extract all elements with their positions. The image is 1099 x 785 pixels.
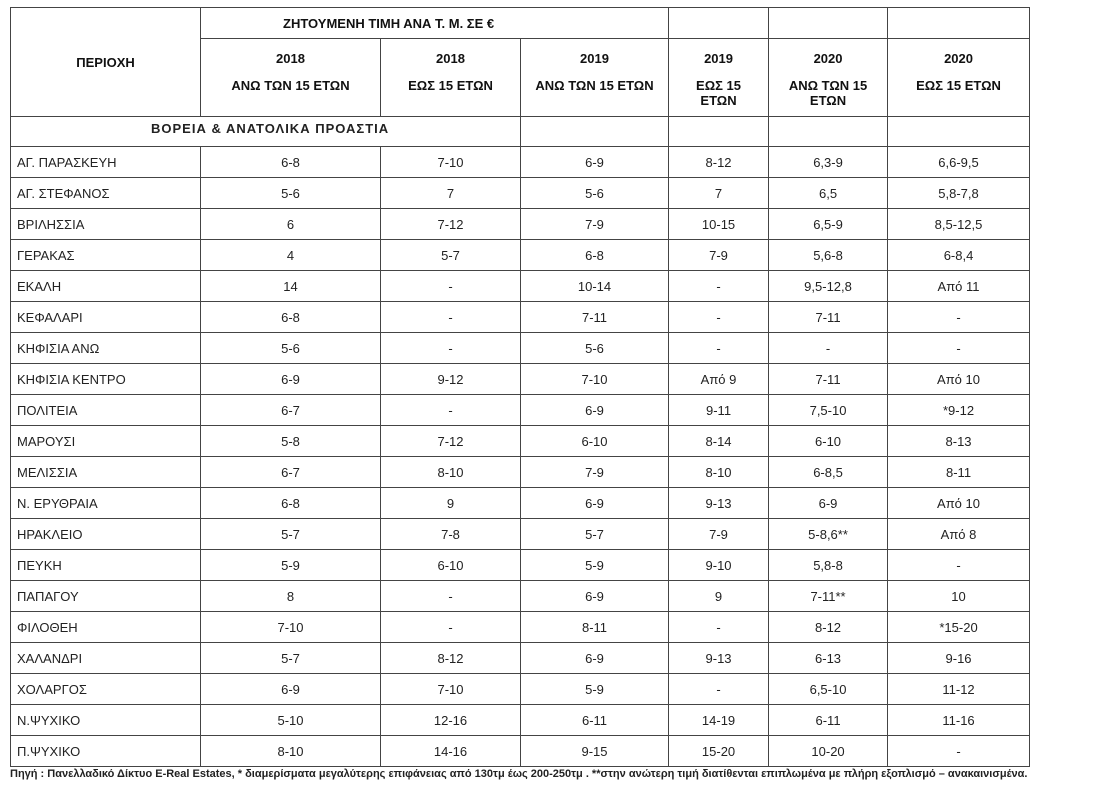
- price-cell: 5-7: [201, 643, 381, 674]
- region-name: ΑΓ. ΣΤΕΦΑΝΟΣ: [11, 178, 201, 209]
- price-cell: 8-13: [888, 426, 1030, 457]
- price-cell: 7-9: [521, 457, 669, 488]
- section-spacer-cell: [669, 117, 769, 147]
- table-row: [11, 240, 1030, 271]
- table-row: [11, 612, 1030, 643]
- price-cell: 6-13: [769, 643, 888, 674]
- table-row: [11, 550, 1030, 581]
- price-cell: *15-20: [888, 612, 1030, 643]
- price-cell: 8-12: [669, 147, 769, 178]
- column-header-2: [381, 39, 521, 117]
- price-cell: -: [888, 333, 1030, 364]
- price-cell: *9-12: [888, 395, 1030, 426]
- price-cell: -: [381, 612, 521, 643]
- price-cell: 9-16: [888, 643, 1030, 674]
- price-cell: 7-9: [669, 240, 769, 271]
- title-spacer-cell: [769, 8, 888, 39]
- region-name: ΓΕΡΑΚΑΣ: [11, 240, 201, 271]
- price-cell: 6,5: [769, 178, 888, 209]
- price-cell: 8-10: [201, 736, 381, 767]
- price-cell: 7-9: [669, 519, 769, 550]
- price-cell: 7-10: [381, 147, 521, 178]
- table-row: [11, 395, 1030, 426]
- price-cell: 10: [888, 581, 1030, 612]
- table-row: [11, 643, 1030, 674]
- price-cell: 10-14: [521, 271, 669, 302]
- price-cell: 7-11: [769, 302, 888, 333]
- region-header: ΠΕΡΙΟΧΗ: [11, 8, 201, 117]
- price-cell: -: [669, 302, 769, 333]
- price-cell: Από 10: [888, 488, 1030, 519]
- price-cell: 9: [381, 488, 521, 519]
- price-cell: 6-9: [521, 581, 669, 612]
- region-name: Ν. ΕΡΥΘΡΑΙΑ: [11, 488, 201, 519]
- section-spacer-cell: [521, 117, 669, 147]
- region-name: ΦΙΛΟΘΕΗ: [11, 612, 201, 643]
- region-name: Π.ΨΥΧΙΚΟ: [11, 736, 201, 767]
- price-cell: 6-9: [521, 488, 669, 519]
- price-cell: 14-16: [381, 736, 521, 767]
- price-cell: 7-11: [521, 302, 669, 333]
- price-cell: 5-9: [521, 550, 669, 581]
- price-cell: 6,5-9: [769, 209, 888, 240]
- price-cell: 5-7: [201, 519, 381, 550]
- table-row: [11, 426, 1030, 457]
- price-cell: 8: [201, 581, 381, 612]
- region-name: ΑΓ. ΠΑΡΑΣΚΕΥΗ: [11, 147, 201, 178]
- table-row: [11, 736, 1030, 767]
- price-cell: 6,5-10: [769, 674, 888, 705]
- price-cell: -: [769, 333, 888, 364]
- column-year: 2019: [580, 51, 609, 66]
- column-year: 2019: [704, 51, 733, 66]
- region-name: ΚΗΦΙΣΙΑ ΑΝΩ: [11, 333, 201, 364]
- table-row: [11, 519, 1030, 550]
- price-cell: 5-9: [521, 674, 669, 705]
- price-cell: -: [381, 333, 521, 364]
- price-table: [10, 7, 1030, 767]
- price-cell: 9-11: [669, 395, 769, 426]
- table-row: [11, 209, 1030, 240]
- price-cell: 7,5-10: [769, 395, 888, 426]
- region-name: ΧΟΛΑΡΓΟΣ: [11, 674, 201, 705]
- price-cell: 5-6: [201, 333, 381, 364]
- price-cell: -: [669, 271, 769, 302]
- section-spacer-cell: [769, 117, 888, 147]
- price-cell: 8-14: [669, 426, 769, 457]
- price-cell: 6-8: [201, 147, 381, 178]
- price-cell: 7-11**: [769, 581, 888, 612]
- region-name: ΠΕΥΚΗ: [11, 550, 201, 581]
- price-cell: 6-11: [521, 705, 669, 736]
- price-cell: -: [669, 612, 769, 643]
- column-year: 2020: [813, 51, 843, 66]
- price-cell: 7: [669, 178, 769, 209]
- column-label-line2: ΕΤΩΝ: [700, 93, 737, 108]
- price-cell: -: [381, 395, 521, 426]
- price-cell: 5,8-7,8: [888, 178, 1030, 209]
- price-cell: 9-10: [669, 550, 769, 581]
- price-cell: 5,6-8: [769, 240, 888, 271]
- price-cell: 10-15: [669, 209, 769, 240]
- price-cell: -: [888, 302, 1030, 333]
- region-name: ΠΟΛΙΤΕΙΑ: [11, 395, 201, 426]
- price-cell: 5-6: [521, 333, 669, 364]
- price-cell: 7-10: [521, 364, 669, 395]
- price-cell: 6-7: [201, 457, 381, 488]
- price-cell: 6-9: [769, 488, 888, 519]
- price-cell: 6-8: [521, 240, 669, 271]
- region-name: ΚΗΦΙΣΙΑ ΚΕΝΤΡΟ: [11, 364, 201, 395]
- price-cell: 6,3-9: [769, 147, 888, 178]
- price-cell: 6,6-9,5: [888, 147, 1030, 178]
- price-cell: 14-19: [669, 705, 769, 736]
- price-cell: Από 9: [669, 364, 769, 395]
- title-spacer-cell: [888, 8, 1030, 39]
- price-cell: -: [669, 674, 769, 705]
- price-cell: 9-13: [669, 643, 769, 674]
- region-name: ΕΚΑΛΗ: [11, 271, 201, 302]
- price-cell: 14: [201, 271, 381, 302]
- table-row: [11, 457, 1030, 488]
- table-row: [11, 271, 1030, 302]
- price-cell: 6-9: [521, 147, 669, 178]
- price-cell: 7: [381, 178, 521, 209]
- column-header-1: [201, 39, 381, 117]
- column-label-line1: ΕΩΣ 15: [696, 78, 742, 93]
- price-cell: 4: [201, 240, 381, 271]
- price-cell: Από 10: [888, 364, 1030, 395]
- price-cell: 5-6: [521, 178, 669, 209]
- price-cell: 5-9: [201, 550, 381, 581]
- price-cell: 6-8: [201, 302, 381, 333]
- price-cell: 6-11: [769, 705, 888, 736]
- price-cell: -: [381, 271, 521, 302]
- region-name: ΚΕΦΑΛΑΡΙ: [11, 302, 201, 333]
- price-cell: 8-10: [669, 457, 769, 488]
- column-label-line2: ΕΤΩΝ: [809, 93, 847, 108]
- source-footnote: Πηγή : Πανελλαδικό Δίκτυο E-Real Estates, * διαμερίσματα μεγαλύτερης επιφάνειας από 130τμ έως 200-250τμ . **στην ανώτερη τιμή διατίθενται επιπλωμένα με πλήρη εξοπλισμό – ανακαινισμένα.: [10, 768, 1028, 780]
- price-cell: 7-8: [381, 519, 521, 550]
- region-name: ΜΑΡΟΥΣΙ: [11, 426, 201, 457]
- price-cell: 7-10: [201, 612, 381, 643]
- title-row: [11, 8, 1030, 39]
- region-name: ΗΡΑΚΛΕΙΟ: [11, 519, 201, 550]
- price-cell: 8-12: [381, 643, 521, 674]
- price-cell: 8,5-12,5: [888, 209, 1030, 240]
- price-cell: 11-12: [888, 674, 1030, 705]
- column-label: ΕΩΣ 15 ΕΤΩΝ: [916, 78, 1001, 93]
- price-cell: -: [381, 302, 521, 333]
- column-label: ΑΝΩ ΤΩΝ 15 ΕΤΩΝ: [231, 78, 350, 93]
- price-cell: -: [381, 581, 521, 612]
- section-row: [11, 117, 1030, 147]
- table-row: [11, 674, 1030, 705]
- price-cell: 6-9: [521, 395, 669, 426]
- price-cell: 5-8,6**: [769, 519, 888, 550]
- table-row: [11, 581, 1030, 612]
- price-cell: 6-8: [201, 488, 381, 519]
- price-cell: 8-11: [888, 457, 1030, 488]
- price-cell: 9: [669, 581, 769, 612]
- price-cell: -: [669, 333, 769, 364]
- price-cell: 6: [201, 209, 381, 240]
- price-cell: 9-15: [521, 736, 669, 767]
- price-cell: 9,5-12,8: [769, 271, 888, 302]
- region-name: Ν.ΨΥΧΙΚΟ: [11, 705, 201, 736]
- price-cell: 12-16: [381, 705, 521, 736]
- region-name: ΠΑΠΑΓΟΥ: [11, 581, 201, 612]
- table-row: [11, 178, 1030, 209]
- price-cell: 6-8,5: [769, 457, 888, 488]
- column-label: ΑΝΩ ΤΩΝ 15 ΕΤΩΝ: [535, 78, 654, 93]
- price-cell: 7-11: [769, 364, 888, 395]
- price-cell: -: [888, 736, 1030, 767]
- price-cell: 5-8: [201, 426, 381, 457]
- price-cell: 11-16: [888, 705, 1030, 736]
- price-cell: -: [888, 550, 1030, 581]
- price-cell: 6-8,4: [888, 240, 1030, 271]
- price-cell: Από 11: [888, 271, 1030, 302]
- section-title: ΒΟΡΕΙΑ & ΑΝΑΤΟΛΙΚΑ ΠΡΟΑΣΤΙΑ: [11, 117, 521, 147]
- table-row: [11, 333, 1030, 364]
- column-header-4: [669, 39, 769, 117]
- price-cell: 6-10: [381, 550, 521, 581]
- price-cell: 6-9: [201, 674, 381, 705]
- price-cell: 8-12: [769, 612, 888, 643]
- table-row: [11, 147, 1030, 178]
- table-row: [11, 488, 1030, 519]
- price-cell: 5-6: [201, 178, 381, 209]
- price-cell: 6-9: [201, 364, 381, 395]
- price-cell: 8-10: [381, 457, 521, 488]
- column-header-6: [888, 39, 1030, 117]
- price-cell: 5-7: [521, 519, 669, 550]
- table-row: [11, 302, 1030, 333]
- price-cell: 9-13: [669, 488, 769, 519]
- table-body: [11, 147, 1030, 767]
- price-cell: 6-9: [521, 643, 669, 674]
- column-header-5: [769, 39, 888, 117]
- title-spacer-cell: [669, 8, 769, 39]
- price-cell: 15-20: [669, 736, 769, 767]
- column-label-line1: ΑΝΩ ΤΩΝ 15: [788, 78, 868, 93]
- price-cell: 6-10: [521, 426, 669, 457]
- price-cell: 10-20: [769, 736, 888, 767]
- region-name: ΜΕΛΙΣΣΙΑ: [11, 457, 201, 488]
- price-table-container: [10, 7, 1030, 767]
- price-cell: 5,8-8: [769, 550, 888, 581]
- price-cell: 5-7: [381, 240, 521, 271]
- price-cell: 5-10: [201, 705, 381, 736]
- price-cell: 7-12: [381, 426, 521, 457]
- table-title: ΖΗΤΟΥΜΕΝΗ ΤΙΜΗ ΑΝΑ Τ. Μ. ΣΕ €: [201, 8, 669, 39]
- price-cell: 9-12: [381, 364, 521, 395]
- table-row: [11, 705, 1030, 736]
- price-cell: Από 8: [888, 519, 1030, 550]
- price-cell: 7-10: [381, 674, 521, 705]
- column-year: 2018: [436, 51, 465, 66]
- table-row: [11, 364, 1030, 395]
- price-cell: 6-10: [769, 426, 888, 457]
- section-spacer-cell: [888, 117, 1030, 147]
- price-cell: 8-11: [521, 612, 669, 643]
- region-name: ΒΡΙΛΗΣΣΙΑ: [11, 209, 201, 240]
- region-name: ΧΑΛΑΝΔΡΙ: [11, 643, 201, 674]
- column-header-3: [521, 39, 669, 117]
- column-year: 2018: [276, 51, 305, 66]
- price-cell: 7-12: [381, 209, 521, 240]
- price-cell: 6-7: [201, 395, 381, 426]
- column-year: 2020: [944, 51, 973, 66]
- price-cell: 7-9: [521, 209, 669, 240]
- column-label: ΕΩΣ 15 ΕΤΩΝ: [408, 78, 493, 93]
